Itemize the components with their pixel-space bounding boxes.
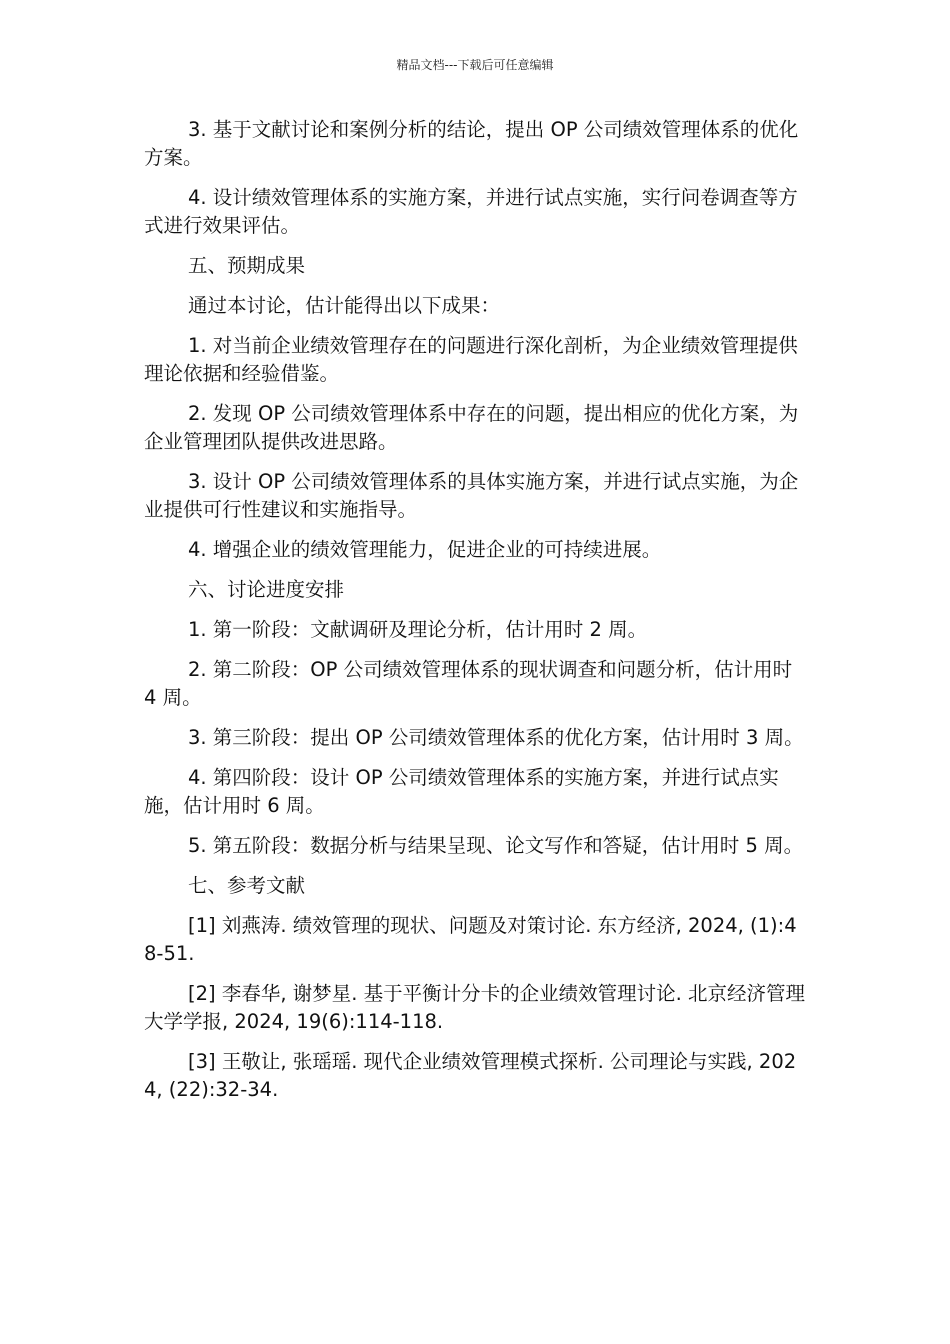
section-heading: 七、参考文献 [188, 874, 306, 897]
paragraph: 2. 第二阶段：OP 公司绩效管理体系的现状调查和问题分析，估计用时 4 周。 [144, 658, 793, 709]
reference-entry: [3] 王敬让, 张瑶瑶. 现代企业绩效管理模式探析. 公司理论与实践, 2024, (22):32-34. [144, 1050, 797, 1101]
paragraph: 通过本讨论，估计能得出以下成果： [188, 294, 501, 317]
reference-entry: [2] 李春华, 谢梦星. 基于平衡计分卡的企业绩效管理讨论. 北京经济管理大学学报, 2024, 19(6):114-118. [144, 982, 806, 1033]
paragraph: 2. 发现 OP 公司绩效管理体系中存在的问题，提出相应的优化方案，为企业管理团队提供改进思路。 [144, 402, 799, 453]
page-header-watermark: 精品文档---下载后可任意编辑 [396, 58, 554, 72]
paragraph: 4. 第四阶段：设计 OP 公司绩效管理体系的实施方案，并进行试点实施，估计用时 6 周。 [144, 766, 779, 817]
paragraph: 1. 第一阶段：文献调研及理论分析，估计用时 2 周。 [188, 618, 648, 641]
section-heading: 五、预期成果 [188, 254, 306, 277]
section-heading: 六、讨论进度安排 [188, 578, 345, 601]
paragraph: 1. 对当前企业绩效管理存在的问题进行深化剖析，为企业绩效管理提供理论依据和经验借鉴。 [144, 334, 798, 385]
paragraph: 3. 设计 OP 公司绩效管理体系的具体实施方案，并进行试点实施，为企业提供可行性建议和实施指导。 [144, 470, 799, 521]
paragraph: 5. 第五阶段：数据分析与结果呈现、论文写作和答疑，估计用时 5 周。 [188, 834, 804, 857]
reference-entry: [1] 刘燕涛. 绩效管理的现状、问题及对策讨论. 东方经济, 2024, (1):48-51. [144, 914, 797, 965]
document-body [144, 116, 808, 1116]
paragraph: 3. 第三阶段：提出 OP 公司绩效管理体系的优化方案，估计用时 3 周。 [188, 726, 804, 749]
paragraph: 4. 增强企业的绩效管理能力，促进企业的可持续进展。 [188, 538, 662, 561]
paragraph: 3. 基于文献讨论和案例分析的结论，提出 OP 公司绩效管理体系的优化方案。 [144, 118, 799, 169]
paragraph: 4. 设计绩效管理体系的实施方案，并进行试点实施，实行问卷调查等方式进行效果评估。 [144, 186, 798, 237]
